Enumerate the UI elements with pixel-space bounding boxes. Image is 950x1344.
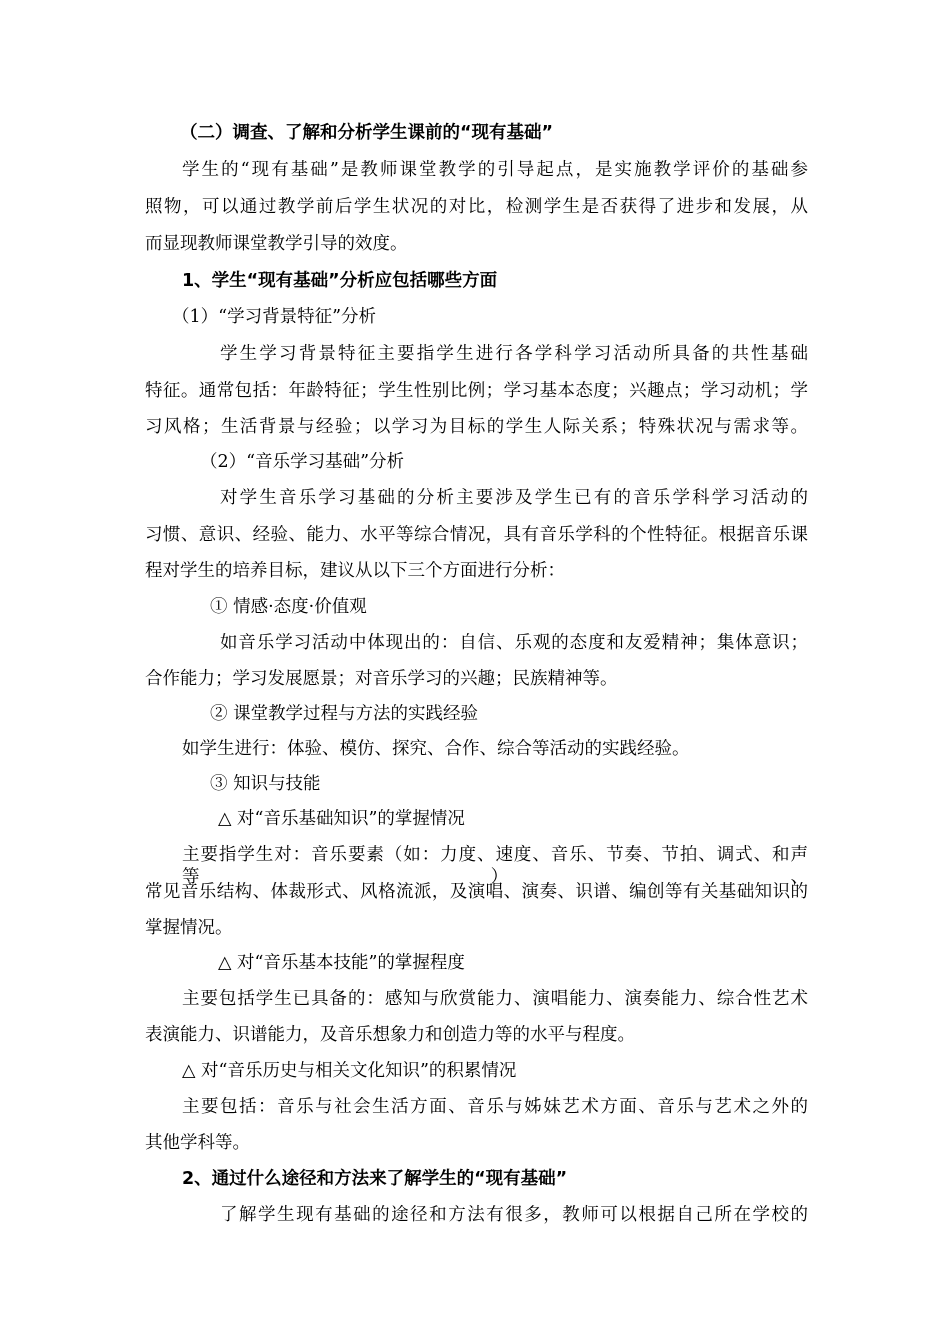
paragraph-line: 而显现教师课堂教学引导的效度。 — [145, 234, 408, 254]
paragraph-line: 学生的“现有基础”是教师课堂教学的引导起点，是实施教学评价的基础参 — [182, 160, 808, 180]
paragraph-line: 主要包括：音乐与社会生活方面、音乐与姊妹艺术方面、音乐与艺术之外的 — [182, 1097, 808, 1117]
paragraph-line: 主要指学生对：音乐要素（如：力度、速度、音乐、节奏、节拍、调式、和声等）、 — [182, 845, 808, 887]
subheading-2: 2、通过什么途径和方法来了解学生的“现有基础” — [182, 1169, 568, 1189]
paragraph-line: 掌握情况。 — [145, 918, 233, 938]
paragraph-line: 如学生进行：体验、模仿、探究、合作、综合等活动的实践经验。 — [182, 739, 690, 759]
paragraph-line: 合作能力；学习发展愿景；对音乐学习的兴趣；民族精神等。 — [145, 669, 618, 689]
paragraph-line: 了解学生现有基础的途径和方法有很多，教师可以根据自己所在学校的 — [220, 1205, 808, 1225]
paragraph-line: 学生学习背景特征主要指学生进行各学科学习活动所具备的共性基础 — [220, 344, 808, 364]
item-heading: ② 课堂教学过程与方法的实践经验 — [210, 704, 479, 724]
paragraph-line: 表演能力、识谱能力，及音乐想象力和创造力等的水平与程度。 — [145, 1025, 635, 1045]
item-heading: （2）“音乐学习基础”分析 — [200, 452, 405, 472]
item-heading: △ 对“音乐基本技能”的掌握程度 — [218, 953, 465, 973]
item-heading: （1）“学习背景特征”分析 — [172, 307, 377, 327]
paragraph-line: 如音乐学习活动中体现出的：自信、乐观的态度和友爱精神；集体意识； — [220, 633, 808, 653]
item-heading: △ 对“音乐历史与相关文化知识”的积累情况 — [182, 1061, 517, 1081]
paragraph-line: 习惯、意识、经验、能力、水平等综合情况，具有音乐学科的个性特征。根据音乐课 — [145, 525, 808, 545]
paragraph-line: 对学生音乐学习基础的分析主要涉及学生已有的音乐学科学习活动的 — [220, 488, 808, 508]
section-heading: （二）调查、了解和分析学生课前的“现有基础” — [180, 123, 554, 143]
paragraph-line: 常见音乐结构、体裁形式、风格流派，及演唱、演奏、识谱、编创等有关基础知识的 — [145, 882, 808, 902]
item-heading: ① 情感·态度·价值观 — [210, 597, 367, 617]
paragraph-line: 照物，可以通过教学前后学生状况的对比，检测学生是否获得了进步和发展，从 — [145, 197, 808, 217]
paragraph-line: 其他学科等。 — [145, 1133, 250, 1153]
paragraph-line: 特征。通常包括：年龄特征；学生性别比例；学习基本态度；兴趣点；学习动机；学 — [145, 381, 808, 401]
paragraph-line: 习风格；生活背景与经验；以学习为目标的学生人际关系；特殊状况与需求等。 — [145, 417, 808, 437]
paragraph-line: 主要包括学生已具备的：感知与欣赏能力、演唱能力、演奏能力、综合性艺术 — [182, 989, 808, 1009]
subheading-1: 1、学生“现有基础”分析应包括哪些方面 — [182, 271, 498, 291]
paragraph-line: 程对学生的培养目标，建议从以下三个方面进行分析： — [145, 561, 565, 581]
item-heading: ③ 知识与技能 — [210, 774, 321, 794]
item-heading: △ 对“音乐基础知识”的掌握情况 — [218, 809, 465, 829]
